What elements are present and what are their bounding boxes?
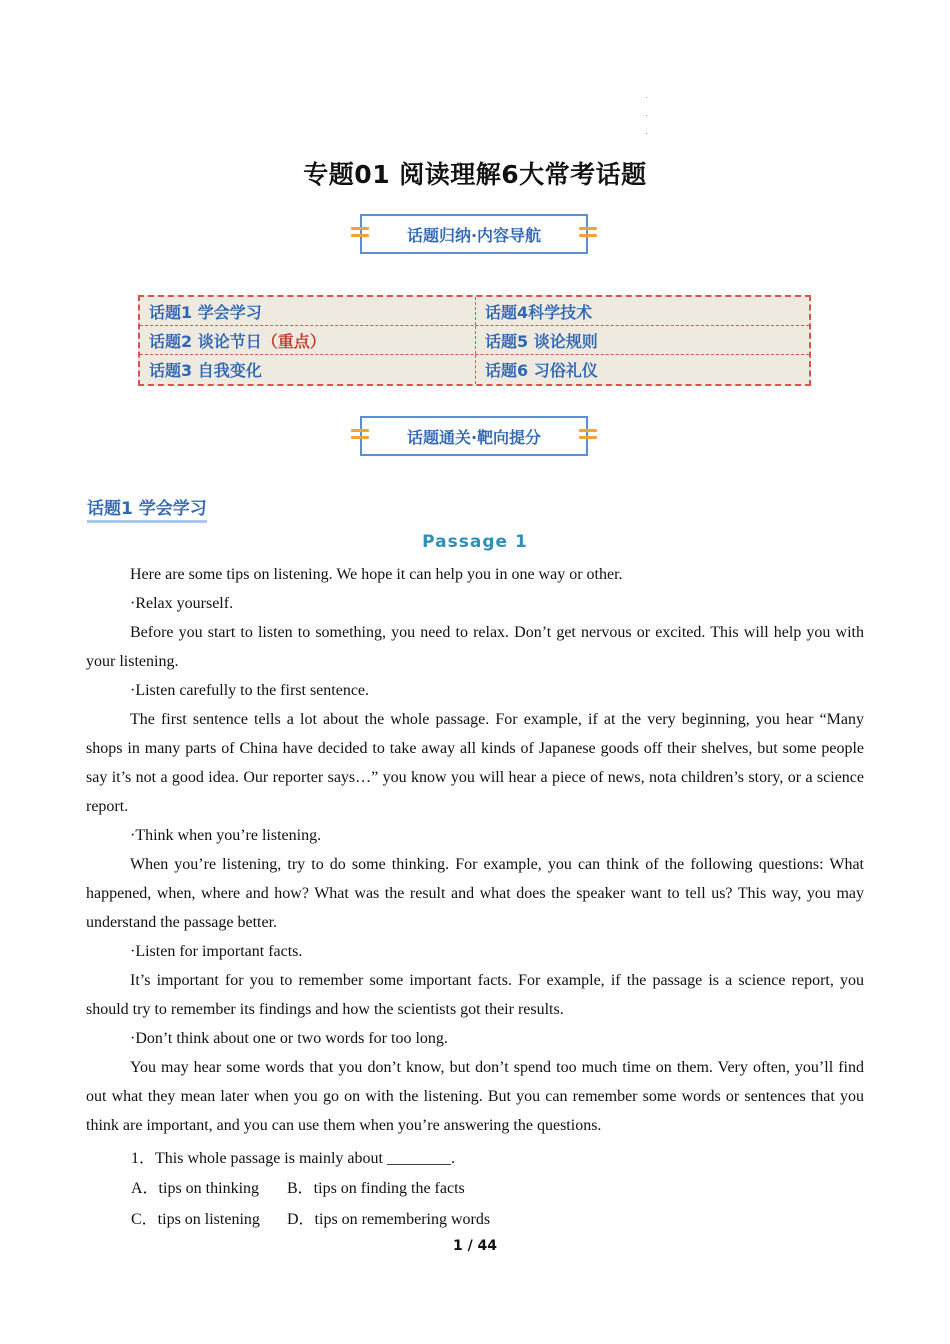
paragraph: Before you start to listen to something, you need to relax. Don’t get nervous or excited. This will help you with your listening. [86,624,864,670]
paragraph: Here are some tips on listening. We hope it can help you in one way or other. [130,566,623,583]
nav-row [140,355,809,384]
page-number: 1 / 44 [452,1238,498,1254]
nav-link-topic-5[interactable]: 话题5 谈论规则 [485,332,598,351]
nav-link-topic-1[interactable]: 话题1 学会学习 [149,303,262,322]
tip-heading: ·Don’t think about one or two words for too long. [130,1030,448,1047]
option-b: B．tips on finding the facts [287,1180,465,1197]
page-title: 专题01 阅读理解6大常考话题 [303,160,647,189]
paragraph: You may hear some words that you don’t know, but don’t spend too much time on them. Very often, you’ll find out what they mean later when you go on with the listening. But you can remember some words or sentences that you think are important, and you can use them when you’re answering the questions. [86,1059,864,1134]
passage-body [86,560,864,1140]
question-stem: 1．This whole passage is mainly about ________. [131,1150,455,1167]
tip-heading: ·Listen carefully to the first sentence. [130,682,370,699]
tip-heading: ·Listen for important facts. [130,943,303,960]
nav-row [140,326,809,355]
banner-practice [360,416,588,456]
tip-heading: ·Relax yourself. [130,595,234,612]
decorative-dots [646,97,648,151]
tip-heading: ·Think when you’re listening. [130,827,322,844]
nav-link-topic-4[interactable]: 话题4科学技术 [485,303,593,322]
nav-link-topic-6[interactable]: 话题6 习俗礼仪 [485,361,598,380]
paragraph: It’s important for you to remember some important facts. For example, if the passage is a science report, you should try to remember its findings and how the scientists got their results. [86,972,864,1018]
banner-label: 话题通关·靶向提分 [406,427,542,447]
topic-nav-table [138,295,811,386]
section-heading: 话题1 学会学习 [87,494,207,523]
option-a: A．tips on thinking [131,1180,260,1197]
equals-decoration-icon [579,227,597,241]
key-point-marker: （重点） [261,332,326,351]
equals-decoration-icon [351,429,369,443]
passage-heading: Passage 1 [422,532,528,552]
nav-link-topic-2[interactable] [149,329,326,352]
option-d: D．tips on remembering words [287,1211,491,1228]
nav-link-label: 话题2 谈论节日 [149,332,262,351]
equals-decoration-icon [579,429,597,443]
banner-label: 话题归纳·内容导航 [406,225,542,245]
nav-divider [475,326,476,354]
paragraph: When you’re listening, try to do some thinking. For example, you can think of the following questions: What happened, when, where and how? What was the result and what does the speaker want to tell us? This way, you may understand the passage better. [86,856,864,931]
equals-decoration-icon [351,227,369,241]
paragraph: The first sentence tells a lot about the whole passage. For example, if at the very beginning, you hear “Many shops in many parts of China have decided to take away all kinds of Japanese goods off their shelves, but some people say it’s not a good idea. Our reporter says…” you know you will hear a piece of news, nota children’s story, or a science report. [86,711,864,815]
nav-divider [475,355,476,384]
nav-link-topic-3[interactable]: 话题3 自我变化 [149,361,262,380]
nav-divider [475,297,476,325]
nav-row [140,297,809,326]
banner-content-nav [360,214,588,254]
option-c: C．tips on listening [131,1211,260,1228]
